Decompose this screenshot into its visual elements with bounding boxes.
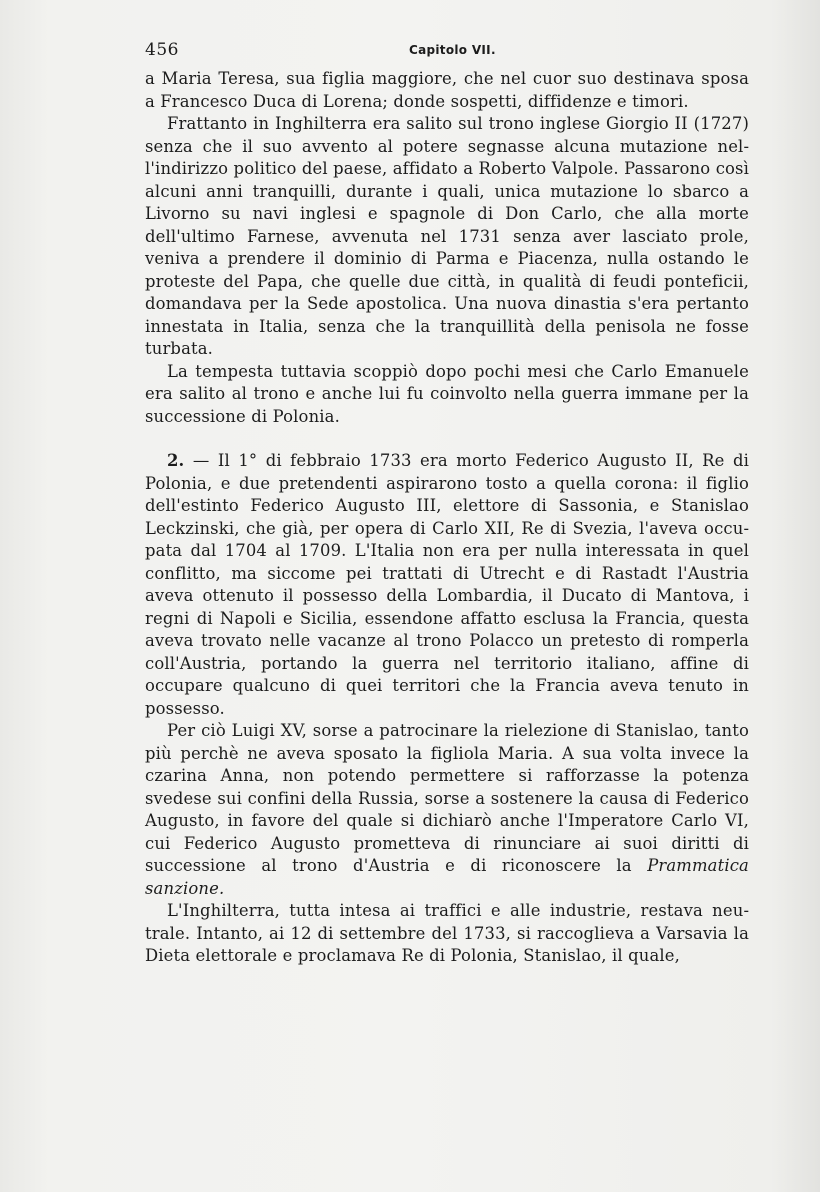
page-number: 456 (145, 40, 179, 60)
paragraph (145, 361, 749, 429)
running-head: Capitolo VII. (409, 43, 496, 57)
paragraph-text: L'Inghilterra, tutta intesa ai traffici e alle industrie, restava neutrale. Intanto, ai 12 di settembre del 1733, si raccoglieva a Varsavia la Dieta elettorale e proclamava Re di Polonia, Stanislao, il quale, (145, 901, 749, 965)
paragraph (145, 113, 749, 361)
italic-term: Prammatica sanzione. (145, 856, 749, 898)
paragraph-text: a Maria Teresa, sua figlia maggiore, che nel cuor suo destinava sposa a Francesco Duca di Lorena; donde sospetti, diffidenze e timori. (145, 69, 749, 111)
paragraph (145, 720, 749, 900)
paragraph-text: Per ciò Luigi XV, sorse a patrocinare la rielezione di Stanislao, tanto più perchè ne aveva sposato la figliola Maria. A sua volta invece la czarina Anna, non potendo permettere si rafforzasse la potenza svedese sui confini della Russia, sorse a sostenere la causa di Federico Augusto, in favore del quale si dichiarò anche l'Imperatore Carlo VI, cui Federico Augusto prometteva di rinunciare ai suoi diritti di successione al trono d'Austria e di riconoscere la (145, 721, 749, 875)
section-paragraph (145, 450, 749, 720)
paragraph-text: — Il 1° di febbraio 1733 era morto Federico Augusto II, Re di Polonia, e due pretendenti aspirarono tosto a quella corona: il figlio dell'estinto Federico Augusto III, elettore di Sassonia, e Stanislao Leckzinski, che già, per opera di Carlo XII, Re di Svezia, l'aveva occupata dal 1704 al 1709. L'Italia non era per nulla interessata in quel conflitto, ma siccome pei trattati di Utrecht e di Rastadt l'Austria aveva ottenuto il possesso della Lombardia, il Ducato di Mantova, i regni di Napoli e Sicilia, essendone affatto esclusa la Francia, questa aveva trovato nelle vacanze al trono Polacco un pretesto di romperla coll'Austria, portando la guerra nel territorio italiano, affine di occupare qualcuno di quei territori che la Francia aveva tenuto in possesso. (145, 451, 749, 718)
section-number: 2. (167, 451, 185, 470)
paragraph-continuation (145, 68, 749, 113)
paragraph-text: Frattanto in Inghilterra era salito sul trono inglese Giorgio II (1727) senza che il suo avvento al potere segnasse alcuna mutazione nell'indirizzo politico del paese, affidato a Roberto Valpole. Passarono così alcuni anni tranquilli, durante i quali, unica mutazione lo sbarco a Livorno su navi inglesi e spagnole di Don Carlo, che alla morte dell'ultimo Farnese, avvenuta nel 1731 senza aver lasciato prole, veniva a prendere il dominio di Parma e Piacenza, nulla ostando le proteste del Papa, che quelle due città, in qualità di feudi ponteficii, domandava per la Sede apostolica. Una nuova dinastia s'era pertanto innestata in Italia, senza che la tranquillità della penisola ne fosse turbata. (145, 114, 749, 358)
body-text (145, 68, 749, 968)
paragraph (145, 900, 749, 968)
page-header (145, 40, 749, 64)
paragraph-text: La tempesta tuttavia scoppiò dopo pochi mesi che Carlo Emanuele era salito al trono e anche lui fu coinvolto nella guerra immane per la successione di Polonia. (145, 361, 749, 426)
